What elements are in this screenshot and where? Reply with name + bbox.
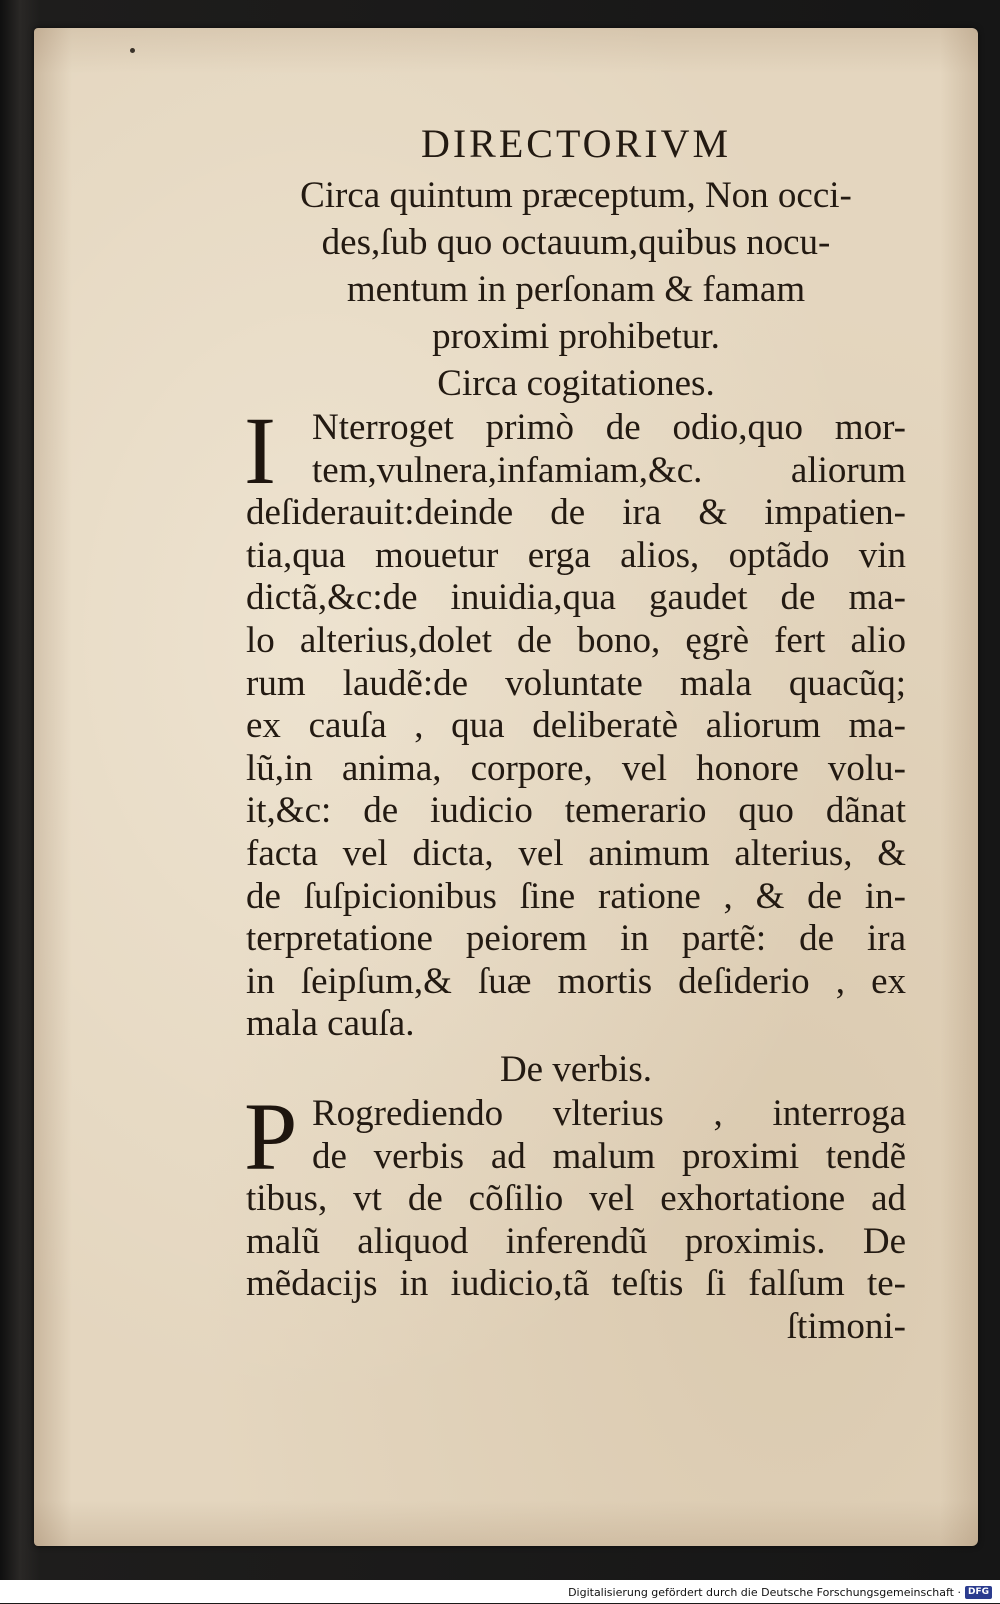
catchword: ſtimoni- [786, 1305, 906, 1347]
footer-credit: Digitalisierung gefördert durch die Deutsche Forschungsgemeinschaft · [568, 1585, 961, 1599]
text-line: ex cauſa , qua deliberatè aliorum ma- [246, 705, 906, 747]
drop-initial: P [244, 1082, 298, 1190]
text-line: it,&c: de iudicio temerario quo dãnat [246, 790, 906, 832]
text-line: malũ aliquod inferendũ proximis. De [246, 1220, 906, 1262]
text-line: dictã,&c:de inuidia,qua gaudet de ma- [246, 577, 906, 619]
section-title-verbis: De verbis. [499, 1048, 653, 1090]
page-text [246, 116, 906, 1348]
text-line: lo alterius,dolet de bono, ęgrè fert alio [246, 619, 906, 661]
text-line: facta vel dicta, vel animum alterius, & [246, 832, 906, 874]
heading-line: proximi prohibetur. [432, 316, 720, 357]
drop-initial: I [244, 397, 276, 504]
text-line: Rogrediendo vlterius , interroga [312, 1092, 906, 1134]
text-line: de ſuſpicionibus ſine ratione , & de in- [246, 875, 906, 917]
text-line: tia,qua mouetur erga alios, optãdo vin [246, 534, 906, 576]
text-line: Nterroget primò de odio,quo mor- [312, 407, 906, 448]
running-head: DIRECTORIVM [420, 121, 732, 166]
text-line: terpretatione peiorem in partẽ: de ira [246, 918, 906, 960]
text-line: deſiderauit:deinde de ira & impatien- [246, 492, 906, 534]
text-line: in ſeipſum,& ſuæ mortis deſiderio , ex [246, 960, 906, 1002]
page-speck [130, 48, 135, 53]
funding-footer [0, 1580, 1000, 1603]
text-line: de verbis ad malum proximi tendẽ [312, 1135, 906, 1177]
paragraph-cogitationes [244, 397, 906, 1046]
text-line: mala cauſa. [246, 1003, 415, 1045]
chapter-heading [246, 172, 906, 360]
heading-line: des,ſub quo octauum,quibus nocu- [321, 222, 831, 263]
heading-line: Circa quintum præceptum, Non occi- [300, 175, 852, 216]
text-line: tibus, vt de cõſilio vel exhortatione ad [246, 1178, 906, 1220]
dfg-logo-icon: DFG [965, 1586, 992, 1599]
heading-line: mentum in perſonam & famam [346, 269, 806, 310]
text-line: tem,vulnera,infamiam,&c. aliorum [312, 449, 906, 491]
text-line: rum laudẽ:de voluntate mala quacũq; [246, 662, 906, 704]
text-line: mẽdacijs in iudicio,tã teſtis ſi falſum te- [246, 1263, 906, 1305]
text-line: lũ,in anima, corpore, vel honore volu- [246, 747, 906, 789]
paragraph-verbis [244, 1082, 906, 1306]
section-title-cogitationes: Circa cogitationes. [437, 363, 715, 404]
